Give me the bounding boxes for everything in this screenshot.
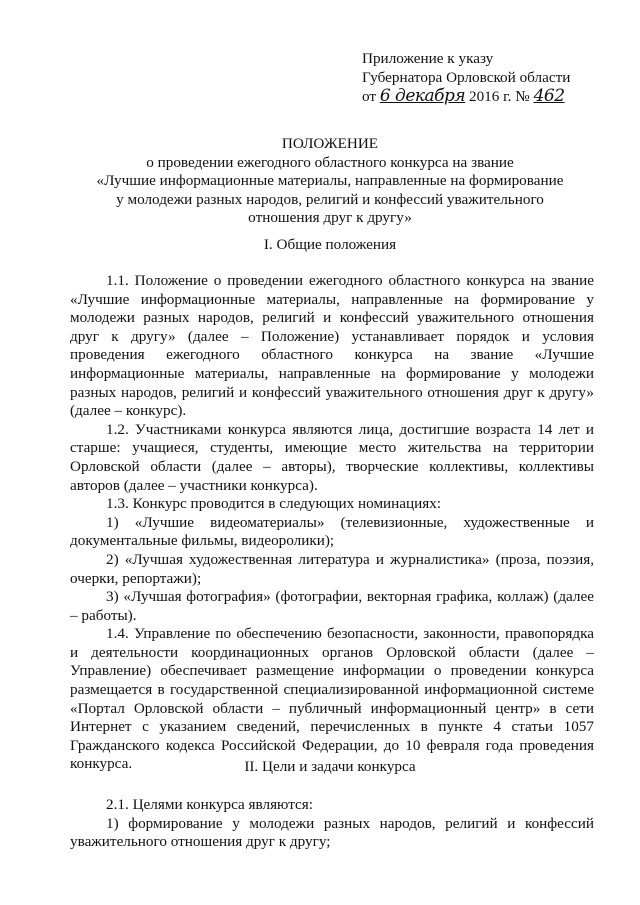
title-line-4: отношения друг к другу» bbox=[248, 209, 412, 227]
appendix-line-1: Приложение к указу bbox=[362, 50, 494, 67]
title-line-2: «Лучшие информационные материалы, направленные на формирование bbox=[96, 172, 564, 190]
paragraph-2-1: 2.1. Целями конкурса являются: bbox=[106, 796, 313, 813]
appendix-from: от bbox=[362, 88, 377, 106]
paragraph-1-2: 1.2. Участниками конкурса являются лица, достигшие возраста 14 лет и старше: учащиеся, студенты, имеющие место жительства на территории Орловской области (далее – авторы), творческие коллективы, коллективы авторов (далее – участники конкурса). bbox=[70, 420, 594, 494]
section-1-body bbox=[70, 272, 594, 774]
paragraph-1-3: 1.3. Конкурс проводится в следующих номинациях: bbox=[106, 495, 442, 513]
appendix-year: 2016 г. № bbox=[468, 88, 530, 106]
nomination-2: 2) «Лучшая художественная литература и журналистика» (проза, поэзия, очерки, репортажи); bbox=[70, 550, 594, 587]
paragraph-1-1: 1.1. Положение о проведении ежегодного областного конкурса на звание «Лучшие информационные материалы, направленные на формирование у молодежи разных народов, религий и конфессий уважительного отношения друг к другу» (далее – Положение) устанавливает порядок и условия проведения ежегодного областного конкурса на звание «Лучшие информационные материалы, направленные на формирование у молодежи разных народов, религий и конфессий уважительного отношения друг к другу» (далее – конкурс). bbox=[70, 272, 594, 420]
section-2-heading: II. Цели и задачи конкурса bbox=[244, 758, 416, 775]
appendix-date-line bbox=[362, 87, 602, 107]
nomination-1: 1) «Лучшие видеоматериалы» (телевизионные, художественные и документальные фильмы, видеоролики); bbox=[70, 513, 594, 550]
handwritten-number: 462 bbox=[533, 86, 565, 107]
appendix-line-2: Губернатора Орловской области bbox=[362, 68, 571, 86]
nomination-3: 3) «Лучшая фотография» (фотографии, векторная графика, коллаж) (далее – работы). bbox=[70, 588, 594, 624]
goal-1: 1) формирование у молодежи разных народов, религий и конфессий уважительного отношения друг к другу; bbox=[70, 814, 594, 851]
paragraph-1-4: 1.4. Управление по обеспечению безопасности, законности, правопорядка и деятельности координационных органов Орловской области (далее – Управление) обеспечивает размещение информации о проведении конкурса размещается в государственной специализированной информационной системе «Портал Орловской области – публичный информационный центр» в сети Интернет с указанием сведений, перечисленных в пункте 4 статьи 1057 Гражданского кодекса Российской Федерации, до 10 февраля года проведения конкурса. bbox=[70, 625, 594, 773]
title-line-3: у молодежи разных народов, религий и конфессий уважительного bbox=[116, 190, 544, 208]
section-2-body bbox=[70, 796, 594, 852]
section-1-heading: I. Общие положения bbox=[263, 236, 397, 253]
document-title bbox=[70, 135, 590, 228]
title-line-1: о проведении ежегодного областного конкурса на звание bbox=[146, 153, 514, 171]
handwritten-date: 6 декабря bbox=[379, 86, 466, 107]
title-heading: ПОЛОЖЕНИЕ bbox=[281, 135, 379, 152]
appendix-header bbox=[362, 50, 602, 107]
